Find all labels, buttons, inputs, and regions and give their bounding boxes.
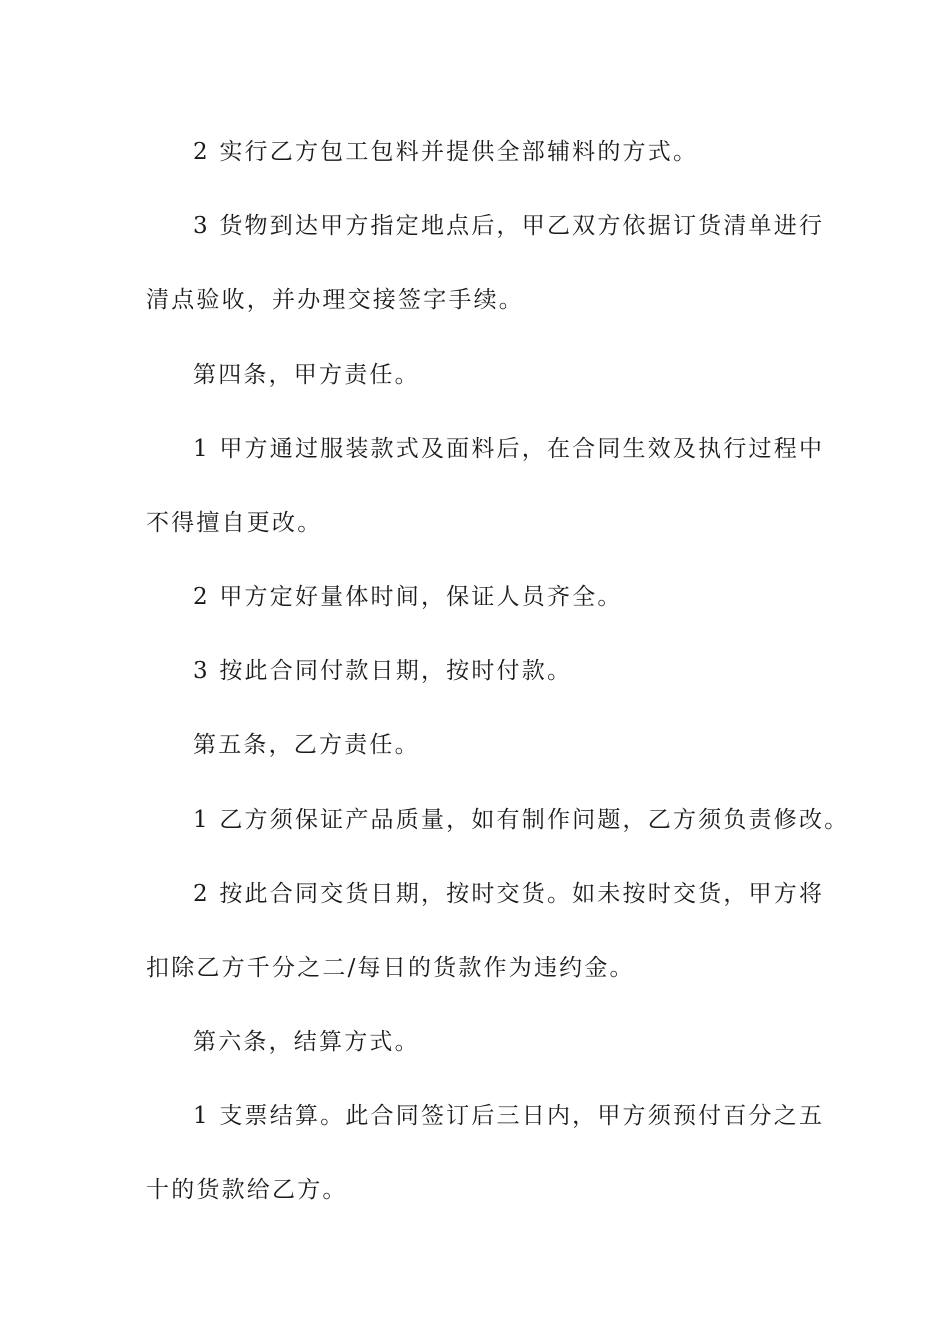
paragraph-line: 十的货款给乙方。	[146, 1177, 348, 1203]
paragraph-line: 3 货物到达甲方指定地点后，甲乙双方依据订货清单进行	[193, 213, 825, 239]
section-heading: 第五条，乙方责任。	[193, 732, 420, 758]
paragraph-line: 1 甲方通过服装款式及面料后，在合同生效及执行过程中	[193, 436, 825, 462]
section-heading: 第六条，结算方式。	[193, 1029, 420, 1055]
paragraph-line: 清点验收，并办理交接签字手续。	[146, 287, 524, 313]
paragraph-line: 3 按此合同付款日期，按时付款。	[193, 658, 573, 684]
paragraph-line: 不得擅自更改。	[146, 510, 323, 536]
paragraph-line: 2 按此合同交货日期，按时交货。如未按时交货，甲方将	[193, 881, 825, 907]
paragraph-line: 2 实行乙方包工包料并提供全部辅料的方式。	[193, 139, 699, 165]
paragraph-line: 1 乙方须保证产品质量，如有制作问题，乙方须负责修改。	[193, 807, 850, 833]
paragraph-line: 1 支票结算。此合同签订后三日内，甲方须预付百分之五	[193, 1103, 825, 1129]
section-heading: 第四条，甲方责任。	[193, 362, 420, 388]
paragraph-line: 2 甲方定好量体时间，保证人员齐全。	[193, 584, 623, 610]
paragraph-line: 扣除乙方千分之二/每日的货款作为违约金。	[146, 955, 635, 981]
